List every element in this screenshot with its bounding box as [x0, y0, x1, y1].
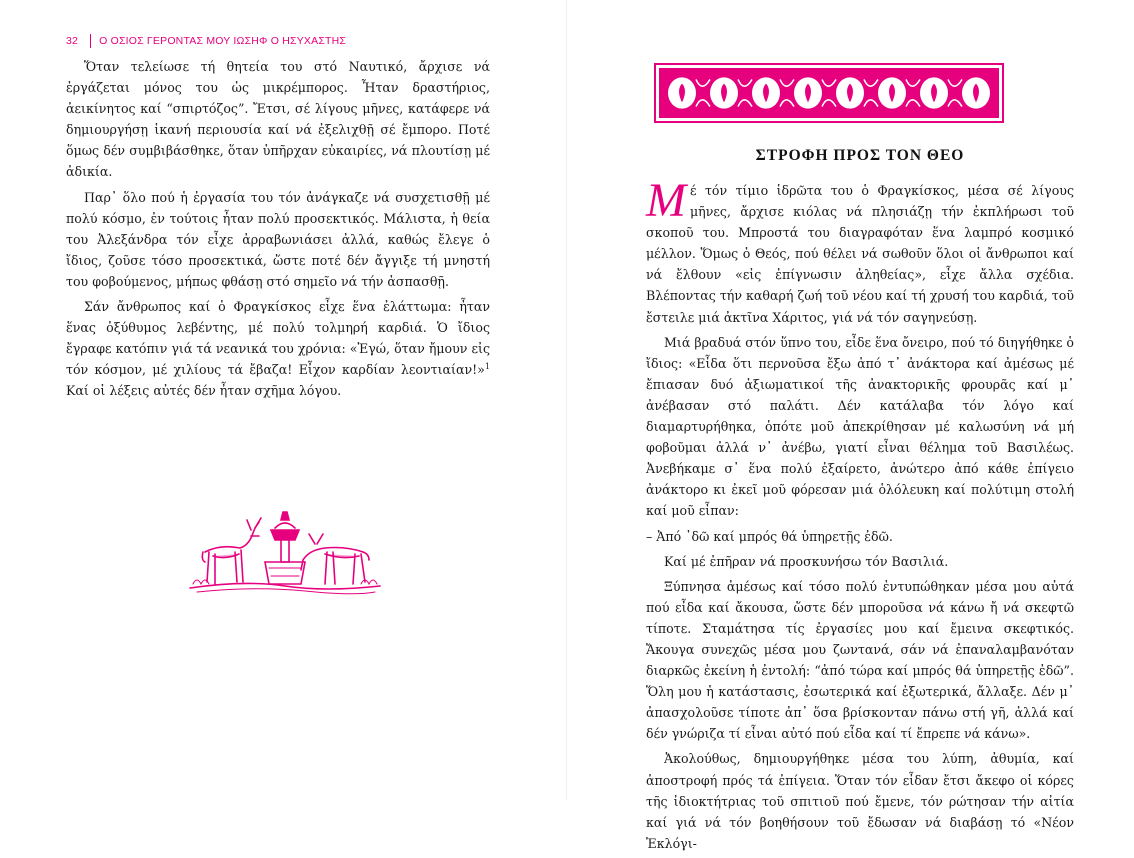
paragraph: Ἀκολούθως, δημιουργήθηκε μέσα του λύπη, ἀθυμία, καί ἀποστροφή πρός τά ἐπίγεια. Ὅταν τόν εἶδαν ἔτσι ἄκεφο οἱ κόρες τῆς ἰδιοκτήτριας τοῦ σπιτιοῦ πού ἔμενε, τόν ρώτησαν τήν αἰτία καί γιά νά τόν βοηθήσουν τοῦ ἔδωσαν νά διαβάσῃ τό «Νέον Ἐκλόγι- [646, 751, 1074, 851]
right-body-text [646, 174, 1074, 858]
running-head-separator [90, 34, 91, 48]
paragraph-text: έ τόν τίμιο ἱδρῶτα του ὁ Φραγκίσκος, μέσα σέ λίγους μῆνες, ἄρχισε κιόλας νά πλησιάζῃ τήν ἐκπλήρωσι τοῦ σκοποῦ του. Μπροστά του διαγραφόταν ἕνα λαμπρό κοσμικό μέλλον. Ὅμως ὁ Θεός, πού θέλει νά σωθοῦν ὅλοι οἱ ἄνθρωποι καί νά ἔλθουν «εἰς ἐπίγνωσιν ἀληθείας», εἶχε ἄλλα σχέδια. Βλέποντας τήν καθαρή ζωή τοῦ νέου καί τή χρυσή του καρδιά, τοῦ ἔστειλε μιά ἀκτῖνα Χάριτος, γιά νά τόν σαγηνεύσῃ. [646, 183, 1074, 325]
paragraph: Μιά βραδυά στόν ὕπνο του, εἶδε ἕνα ὄνειρο, πού τό διηγήθηκε ὁ ἴδιος: «Εἶδα ὅτι περνοῦσα ἔξω ἀπό τ᾽ ἀνάκτορα καί ἀμέσως μέ ἔπιασαν δυό ἀξιωματικοί τῆς ἀνακτορικῆς φρουρᾶς καί μ᾽ ἀνέβασαν στό παλάτι. Δέν κατάλαβα τόν λόγο καί διαμαρτυρήθηκα, ὁπότε μοῦ ἀπεκρίθησαν μέ καλωσύνη νά μή φοβοῦμαι ἀλλά ν᾽ ἀνέβω, γιατί εἶναι θέλημα τοῦ Βασιλέως. Ἀνεβήκαμε σ᾽ ἕνα πολύ ἐξαίρετο, ἀνώτερο ἀπό κάθε ἐπίγειο ἀνάκτορο κι ἐκεῖ μοῦ φόρεσαν μιά ὁλόλευκη καί πολύτιμη στολή καί μοῦ εἶπαν: [646, 334, 1074, 519]
left-body-text [66, 56, 490, 406]
paragraph: Ὅταν τελείωσε τή θητεία του στό Ναυτικό, ἄρχισε νά ἐργάζεται μόνος του ὡς μικρέμπορος. Ἦταν δραστήριος, ἀεικίνητος καί “σπιρτόζος”. Ἔτσι, σέ λίγους μῆνες, κατάφερε νά δημιουργήσῃ ἱκανή περιουσία καί νά ἐξελιχθῇ σέ ἔμπορο. Ποτέ ὅμως δέν συμβιβάσθηκε, ὅταν ὑπῆρχαν εὐκαιρίες, νά πλουτίσῃ μέ ἀδικία. [66, 59, 490, 180]
dialogue-line: – Ἀπό ᾽δῶ καί μπρός θά ὑπηρετῇς ἐδῶ. [646, 528, 893, 544]
opening-paragraph [646, 174, 1074, 328]
paragraph: Ξύπνησα ἀμέσως καί τόσο πολύ ἐντυπώθηκαν μέσα μου αὐτά πού εἶδα καί ἄκουσα, ὥστε δέν μποροῦσα νά κάνω ἤ νά σκεφτῶ τίποτε. Σταμάτησα τίς ἐργασίες μου καί ἔμεινα σκεφτικός. Ἄκουγα συνεχῶς μέσα μου ζωντανά, σάν νά ἐπαναλαμβανόταν διαρκῶς ἐκείνη ἡ ἐντολή: “ἀπό τώρα καί μπρός θά ὑπηρετῇς ἐδῶ”. Ὅλη μου ἡ κατάστασις, ἐσωτερικά καί ἐξωτερικά, ἄλλαξε. Δέν μ᾽ ἀπασχολοῦσε τίποτε ἀπ᾽ ὅσα βρίσκονταν πάνω στή γῆ, ἀλλά καί δέν γνώριζα τί εἶναι αὐτό πού εἶδα καί τί ἔπρεπε νά κάνω». [646, 578, 1074, 742]
right-page [567, 0, 1134, 851]
paragraph [66, 296, 490, 401]
paragraph-tail: Καί οἱ λέξεις αὐτές δέν ἦταν σχῆμα λόγου. [66, 383, 342, 399]
deer-fountain-icon [185, 500, 385, 600]
ornament-pattern [660, 69, 998, 117]
footnote-marker[interactable]: 1 [484, 362, 490, 372]
paragraph: Παρ᾽ ὅλο πού ἡ ἐργασία του τόν ἀνάγκαζε νά συσχετισθῇ μέ πολύ κόσμο, ἐν τούτοις ἦταν πολύ προσεκτικός. Μάλιστα, ἡ θεία του Ἀλεξάνδρα τόν εἶχε ἀρραβωνιάσει ἀλλά, καθώς ἔλεγε ὁ ἴδιος, ζοῦσε τόσο προσεκτικά, ὥστε ποτέ δέν ἄγγιξε τή μνηστή του φοβούμενος, μήπως φθάσῃ στό σημεῖο νά τήν ἀσπασθῇ. [66, 189, 490, 289]
running-head [66, 34, 346, 48]
chapter-title: ΣΤΡΟΦΗ ΠΡΟΣ ΤΟΝ ΘΕΟ [755, 147, 965, 164]
floral-vine-border-icon [654, 63, 1004, 123]
page-number: 32 [66, 35, 79, 47]
book-title: Ο ΟΣΙΟΣ ΓΕΡΟΝΤΑΣ ΜΟΥ ΙΩΣΗΦ Ο ΗΣΥΧΑΣΤΗΣ [99, 35, 347, 47]
dropcap: Μ [646, 174, 686, 227]
paragraph-text: Σάν ἄνθρωπος καί ὁ Φραγκίσκος εἶχε ἕνα ἐλάττωμα: ἦταν ἕνας ὀξύθυμος λεβέντης, μέ πολύ τολμηρή καρδιά. Ὁ ἴδιος ἔγραφε κατόπιν γιά τά νεανικά του χρόνια: «Ἐγώ, ὅταν ἤμουν εἰς τόν κόσμον, μέ χιλίους τά ἔβαζα! Εἶχον καρδίαν λεοντιαίαν!» [66, 299, 490, 378]
left-page [0, 0, 567, 800]
paragraph: Καί μέ ἐπῆραν νά προσκυνήσω τόν Βασιλιά. [664, 553, 949, 569]
